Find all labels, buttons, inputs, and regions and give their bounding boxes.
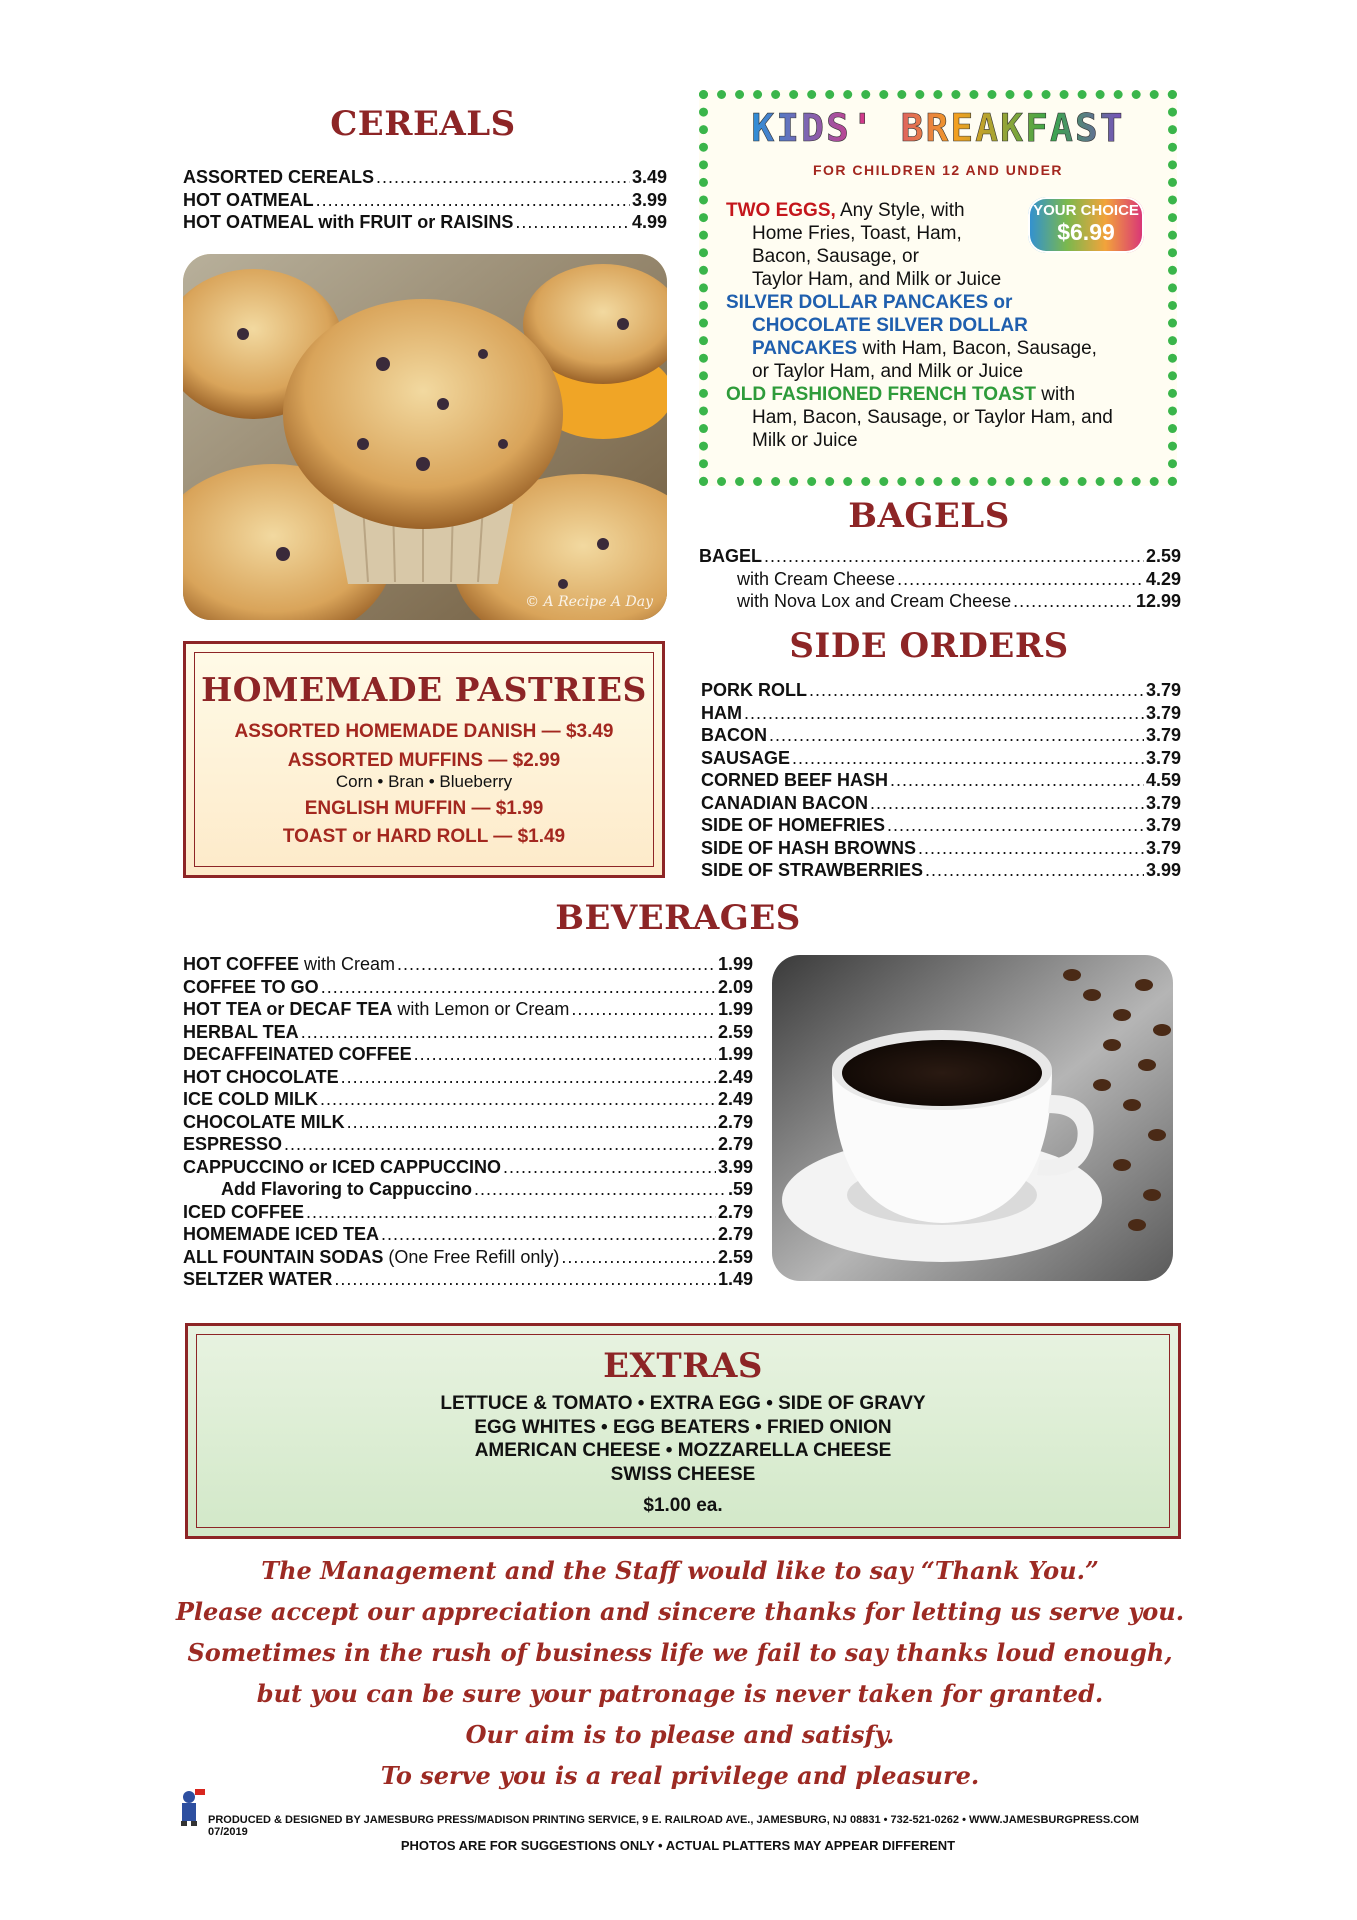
menu-item: HOMEMADE ICED TEA ..... 2.79	[183, 1223, 753, 1246]
menu-item: SAUSAGE ..... 3.79	[701, 747, 1181, 770]
menu-item: ALL FOUNTAIN SODAS (One Free Refill only) ..... 2.59	[183, 1246, 753, 1269]
menu-item: HOT OATMEAL with FRUIT or RAISINS ..... 4.99	[183, 211, 667, 234]
pastry-toast: TOAST or HARD ROLL — $1.49	[282, 826, 566, 847]
pastry-muffins: ASSORTED MUFFINS — $2.99	[287, 750, 561, 771]
cereals-title: CEREALS	[330, 104, 516, 144]
pastries-title: HOMEMADE PASTRIES	[201, 670, 647, 709]
kids-subtitle: FOR CHILDREN 12 AND UNDER	[812, 162, 1064, 178]
photo-watermark: © A Recipe A Day	[525, 594, 653, 610]
thank-you-message	[160, 1550, 1200, 1796]
extras-line: EGG WHITES • EGG BEATERS • FRIED ONION	[474, 1416, 892, 1438]
menu-item: SIDE OF HOMEFRIES ..... 3.79	[701, 814, 1181, 837]
pastries-box	[183, 641, 665, 878]
menu-item: SIDE OF HASH BROWNS ..... 3.79	[701, 837, 1181, 860]
badge-label: YOUR CHOICE	[1033, 202, 1139, 219]
kids-breakfast-box	[699, 90, 1177, 486]
extras-title: EXTRAS	[603, 1346, 763, 1386]
pastry-muffin-types: Corn • Bran • Blueberry	[335, 772, 513, 791]
extras-line: AMERICAN CHEESE • MOZZARELLA CHEESE	[474, 1440, 892, 1461]
menu-item: CANADIAN BACON ..... 3.79	[701, 792, 1181, 815]
bagels-list	[699, 545, 1181, 613]
menu-item: HERBAL TEA ..... 2.59	[183, 1021, 753, 1044]
side-orders-title: SIDE ORDERS	[789, 626, 1069, 666]
menu-item: ICE COLD MILK ..... 2.49	[183, 1088, 753, 1111]
menu-item: HOT COFFEE with Cream ..... 1.99	[183, 953, 753, 976]
thanks-line: The Management and the Staff would like to say “Thank You.”	[261, 1556, 1099, 1585]
beverages-list	[183, 953, 753, 1291]
menu-item: ICED COFFEE ..... 2.79	[183, 1201, 753, 1224]
menu-item: ASSORTED CEREALS ..... 3.49	[183, 166, 667, 189]
menu-item: DECAFFEINATED COFFEE ..... 1.99	[183, 1043, 753, 1066]
footer-disclaimer: PHOTOS ARE FOR SUGGESTIONS ONLY • ACTUAL PLATTERS MAY APPEAR DIFFERENT	[400, 1838, 956, 1853]
thanks-line: Sometimes in the rush of business life we fail to say thanks loud enough,	[187, 1638, 1173, 1667]
coffee-photo	[772, 955, 1173, 1281]
cereals-list	[183, 166, 667, 234]
footer-credit: PRODUCED & DESIGNED BY JAMESBURG PRESS/MADISON PRINTING SERVICE, 9 E. RAILROAD AVE., JAMESBURG, NJ 08831 • 732-521-0262 • WWW.JAMESBURGPRESS.COM 07/2019	[208, 1814, 1139, 1838]
kids-item-pancakes: SILVER DOLLAR PANCAKES or CHOCOLATE SILVER DOLLAR PANCAKES with Ham, Bacon, Sausage, or Taylor Ham, and Milk or Juice	[726, 292, 1097, 382]
menu-item: CAPPUCCINO or ICED CAPPUCCINO ..... 3.99	[183, 1156, 753, 1179]
menu-item: BAGEL ..... 2.59	[699, 545, 1181, 568]
kids-item-eggs: TWO EGGS, Any Style, with	[726, 200, 965, 221]
kids-item-eggs-detail: Home Fries, Toast, Ham, Bacon, Sausage, or Taylor Ham, and Milk or Juice	[752, 223, 1002, 290]
muffin-photo	[183, 254, 667, 620]
svg-text:KIDS' BREAKFAST: KIDS' BREAKFAST	[751, 106, 1125, 150]
menu-item: CHOCOLATE MILK ..... 2.79	[183, 1111, 753, 1134]
kids-title	[708, 105, 1168, 160]
menu-item: HAM ..... 3.79	[701, 702, 1181, 725]
menu-item: COFFEE TO GO ..... 2.09	[183, 976, 753, 999]
menu-item: PORK ROLL ..... 3.79	[701, 679, 1181, 702]
thanks-line: To serve you is a real privilege and pleasure.	[380, 1761, 980, 1790]
extras-price: $1.00 ea.	[643, 1495, 723, 1516]
your-choice-badge	[1028, 197, 1144, 253]
kids-item-french-toast: OLD FASHIONED FRENCH TOAST with Ham, Bacon, Sausage, or Taylor Ham, and Milk or Juice	[726, 384, 1113, 451]
pastry-english-muffin: ENGLISH MUFFIN — $1.99	[304, 798, 544, 819]
extras-line: SWISS CHEESE	[610, 1463, 756, 1485]
extras-line: LETTUCE & TOMATO • EXTRA EGG • SIDE OF GRAVY	[440, 1393, 926, 1414]
menu-item: Add Flavoring to Cappuccino ..... .59	[183, 1178, 753, 1201]
beverages-title: BEVERAGES	[555, 898, 801, 938]
side-orders-list	[701, 679, 1181, 882]
menu-item: with Nova Lox and Cream Cheese ..... 12.99	[699, 590, 1181, 613]
thanks-line: Please accept our appreciation and sincere thanks for letting us serve you.	[175, 1597, 1185, 1626]
menu-item: SELTZER WATER ..... 1.49	[183, 1268, 753, 1291]
badge-price: $6.99	[1057, 219, 1115, 245]
kids-title-art	[738, 105, 1138, 151]
menu-item: HOT CHOCOLATE ..... 2.49	[183, 1066, 753, 1089]
extras-box	[185, 1323, 1181, 1539]
menu-item: BACON ..... 3.79	[701, 724, 1181, 747]
menu-item: CORNED BEEF HASH ..... 4.59	[701, 769, 1181, 792]
menu-item: HOT TEA or DECAF TEA with Lemon or Cream ..... 1.99	[183, 998, 753, 1021]
menu-item: ESPRESSO ..... 2.79	[183, 1133, 753, 1156]
menu-item: SIDE OF STRAWBERRIES ..... 3.99	[701, 859, 1181, 882]
pastry-danish: ASSORTED HOMEMADE DANISH — $3.49	[234, 721, 614, 742]
menu-item: HOT OATMEAL ..... 3.99	[183, 189, 667, 212]
thanks-line: Our aim is to please and satisfy.	[465, 1720, 895, 1749]
menu-item: with Cream Cheese ..... 4.29	[699, 568, 1181, 591]
bagels-title: BAGELS	[848, 496, 1010, 536]
thanks-line: but you can be sure your patronage is never taken for granted.	[256, 1679, 1104, 1708]
printer-logo-icon	[177, 1787, 205, 1827]
